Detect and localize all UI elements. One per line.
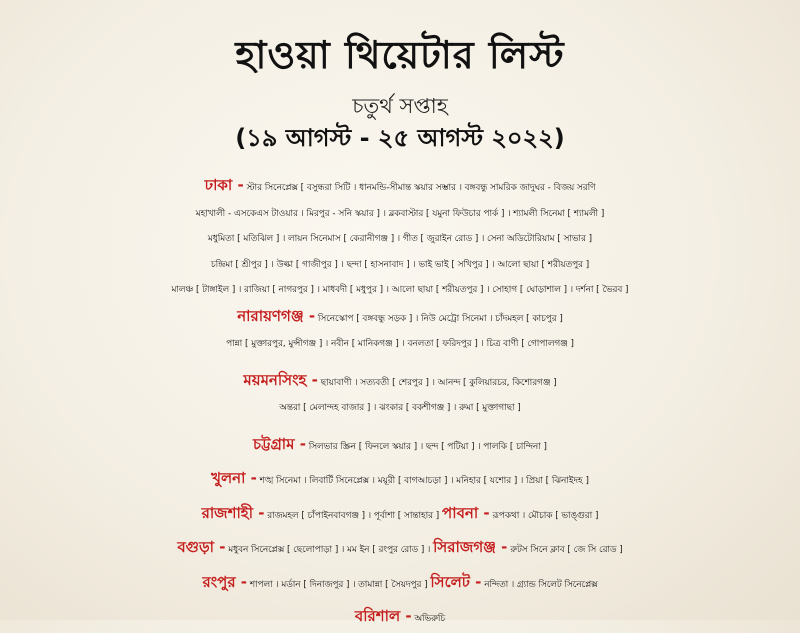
district-label-rangpur: রংপুর - [202, 572, 248, 591]
rangpur-sylhet-line [0, 570, 800, 599]
dhaka-theaters-1: স্টার সিনেপ্লেক্স [ বসুন্ধরা সিটি । ধানমন্ডি-সীমান্ত স্কয়ার সম্ভার । বঙ্গবন্ধু সামরিক জাদুঘর - বিজয় সরণি [246, 183, 596, 193]
district-label-narayanganj: নারায়ণগঞ্জ - [237, 306, 316, 325]
dhaka-line-1 [0, 173, 800, 202]
barishal-line [0, 604, 800, 633]
district-label-sylhet: সিলেট - [430, 572, 482, 591]
narayanganj-line-1 [0, 304, 800, 333]
district-label-bogura: বগুড়া - [177, 538, 226, 556]
chattogram-line [0, 432, 800, 461]
district-label-rajshahi: রাজশাহী - [201, 503, 265, 522]
district-label-dhaka: ঢাকা - [204, 176, 244, 194]
pabna-theaters: রূপকথা । মৌচাক [ ভাঙ্গুরা ] [492, 510, 599, 521]
district-label-chattogram: চট্টগ্রাম - [253, 434, 306, 453]
barishal-theaters: অভিরুচি [414, 614, 446, 624]
bogura-theaters: মধুবন সিনেপ্লেক্স [ ছেলোপাড়া ] । মম ইন [ রংপুর রোড ] । [228, 545, 431, 555]
district-label-mymensingh: ময়মনসিংহ - [243, 370, 318, 389]
khulna-theaters: শঙ্খ সিনেমা । লিবার্টি সিনেপ্লেক্স । ময়ূরী [ বাগআচড়া ] । মনিহার [ যশোর ] । প্রিয়া [ ঝিনাইদহ ] [259, 476, 589, 486]
week-subtitle: চতুর্থ সপ্তাহ [352, 94, 448, 118]
narayanganj-theaters-1: সিনেস্কোপ [ বঙ্গবন্ধু সড়ক ] । নিউ মেট্রো সিনেমা । চাঁদমহল [ কাচপুর ] [317, 313, 563, 324]
mymensingh-line-2: অন্তরা [ মেলান্দহ বাজার ] । ঝংকার [ বকশীগঞ্জ ] । রুমা [ মুক্তাগাছা ] [279, 403, 521, 413]
mymensingh-line-1 [0, 368, 800, 397]
district-label-pabna: পাবনা - [442, 503, 490, 522]
page-title: হাওয়া থিয়েটার লিস্ট [235, 33, 565, 77]
dhaka-line-3: মধুমিতা [ মতিঝিল ] । লায়ন সিনেমাস [ কেরানীগঞ্জ ] । গীত [ জুরাইন রোড ] । সেনা অডিটোরিয়াম [ সাভার ] [207, 234, 593, 244]
theater-list [0, 173, 800, 633]
district-label-barishal: বরিশাল - [354, 607, 412, 625]
rangpur-theaters: শাপলা । মর্ডান [ দিনাজপুর ] । তামান্না [ সৈয়দপুর ] [249, 579, 428, 590]
sirajganj-theaters: রুটস সিনে ক্লাব [ জে সি রোড ] [510, 545, 623, 555]
district-label-khulna: খুলনা - [211, 469, 257, 487]
dhaka-line-4: চন্দ্রিমা [ শ্রীপুর ] । উল্কা [ গাজীপুর ] । ছন্দা [ হাসনাবাদ ] । ভাই ভাই [ সখিপুর ] । আলো ছায়া [ শরীয়তপুর ] [210, 259, 590, 270]
sylhet-theaters: নন্দিতা । গ্র্যান্ড সিলেট সিনেপ্লেক্স [484, 579, 598, 590]
mymensingh-theaters-1: ছায়াবাণী । সত্যবতী [ শেরপুর ] । আনন্দ [ কুলিয়ারচর, কিশোরগঞ্জ ] [320, 377, 557, 388]
narayanganj-line-2: পান্না [ মুক্তারপুর, মুন্সীগঞ্জ ] । নবীন [ মানিকগঞ্জ ] । বনলতা [ ফরিদপুর ] । চিত্র বাণী [ গোপালগঞ্জ ] [226, 339, 574, 349]
bogura-sirajganj-line [0, 535, 800, 564]
district-label-sirajganj: সিরাজগঞ্জ - [433, 538, 508, 556]
dhaka-line-5: মালঞ্চ [ টাঙ্গাইল ] । রাজিয়া [ নাগরপুর ] । মাধবদী [ মধুপুর ] । আলো ছায়া [ শরীয়তপুর ] । সোহাগ [ ঘোড়াশাল ] । দর্শনা [ ভৈরব ] [171, 285, 629, 295]
dhaka-line-2: মহাখালী - এসকেএস টাওয়ার । মিরপুর - সনি স্কয়ার ] । ব্লকবাস্টার [ যমুনা ফিউচার পার্ক ] । শ্যামলী সিনেমা [ শ্যামলী ] [195, 208, 605, 219]
date-range: (১৯ আগস্ট - ২৫ আগস্ট ২০২২) [235, 124, 565, 152]
rajshahi-pabna-line [0, 501, 800, 530]
chattogram-theaters: সিলভার স্ক্রিন [ ফিনলে স্কয়ার ] । ছন্দ [ পটিয়া ] । পালকি [ চান্দিনা ] [308, 441, 547, 452]
rajshahi-theaters: রাজমহল [ চাঁপাইনবাবগঞ্জ ] । পূর্বাশা [ সান্তাহার ] [267, 510, 440, 521]
khulna-line [0, 466, 800, 495]
